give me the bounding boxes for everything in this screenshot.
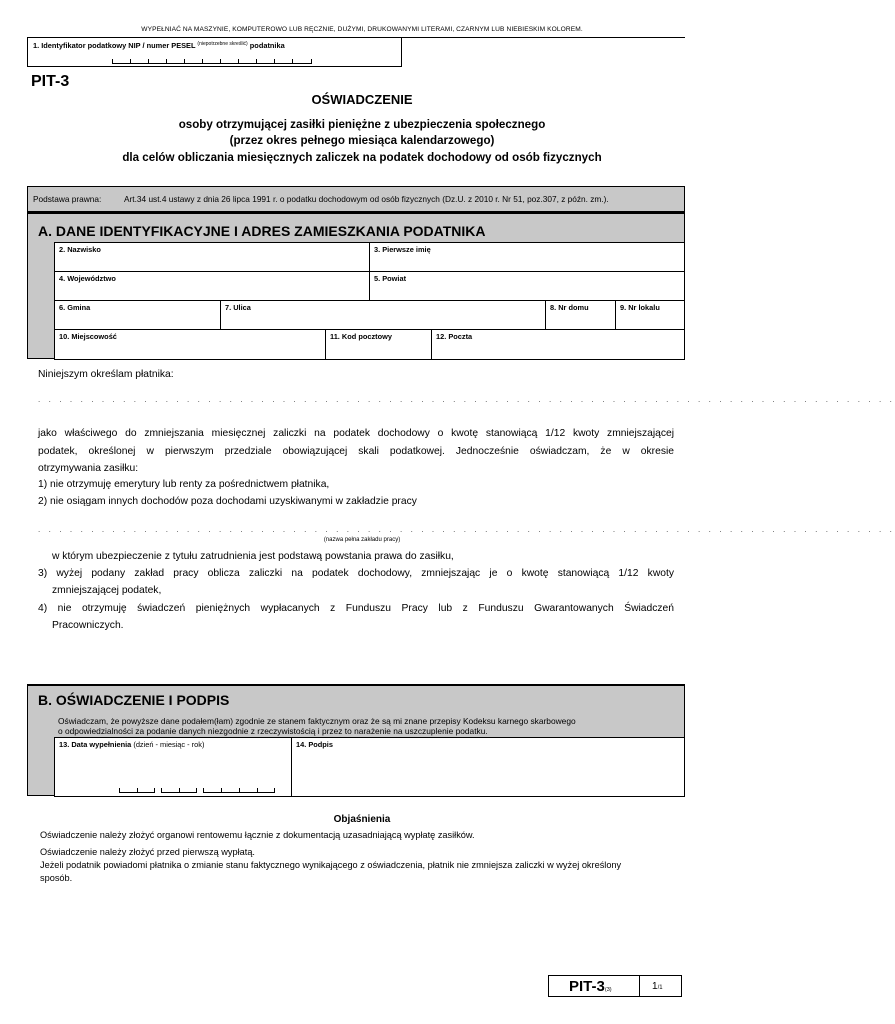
nip-digit-ticks <box>112 59 312 64</box>
date-ticks-year <box>203 788 275 793</box>
nip-field[interactable] <box>27 37 402 67</box>
condition-4-line-2: Pracowniczych. <box>52 620 124 631</box>
explanation-1: Oświadczenie należy złożyć organowi rentowemu łącznie z dokumentacją uzasadniającą wypłatę zasiłków. <box>40 830 475 840</box>
subtitle-line-2: (przez okres pełnego miesiąca kalendarzowego) <box>229 134 495 147</box>
section-a-title: A. DANE IDENTYFIKACYJNE I ADRES ZAMIESZKANIA PODATNIKA <box>38 223 486 239</box>
field-voivodeship[interactable]: 4. Województwo <box>54 271 370 301</box>
footer-page-total: /1 <box>657 985 663 991</box>
footer-form-id <box>548 975 682 997</box>
subtitle-line-1: osoby otrzymującej zasiłki pieniężne z ubezpieczenia społecznego <box>178 118 546 131</box>
payer-name-line[interactable]: . . . . . . . . . . . . . . . . . . . . . . . . . . . . . . . . . . . . . . . . . . . . . . . . . . . . . . . . . . . . . . . . . . . . . . . . . . . . . . . . . <box>38 395 895 404</box>
field-house-number[interactable]: 8. Nr domu <box>545 300 616 330</box>
date-ticks-month <box>161 788 197 793</box>
condition-3-line-2: zmniejszającej podatek, <box>52 585 162 596</box>
condition-2-cont: w którym ubezpieczenie z tytułu zatrudnienia jest podstawą powstania prawa do zasiłku, <box>52 551 454 562</box>
legal-basis <box>27 186 685 212</box>
field-post-office[interactable]: 12. Poczta <box>431 329 685 360</box>
date-ticks-day <box>119 788 155 793</box>
condition-2: 2) nie osiągam innych dochodów poza dochodami uzyskiwanymi w zakładzie pracy <box>38 496 417 507</box>
statement-line-2: o odpowiedzialności za podanie danych niezgodnie z rzeczywistością i przez to narażenie na uszczuplenie podatku. <box>58 726 488 736</box>
section-a <box>27 212 685 359</box>
explanations-title: Objaśnienia <box>333 814 391 825</box>
section-b-title: B. OŚWIADCZENIE I PODPIS <box>38 692 230 708</box>
form-code: PIT-3 <box>31 73 70 90</box>
footer-page: 1 <box>652 981 658 992</box>
document-title: OŚWIADCZENIE <box>311 92 413 107</box>
footer-divider <box>639 976 640 996</box>
fill-instructions: WYPEŁNIAĆ NA MASZYNIE, KOMPUTEROWO LUB RĘCZNIE, DUŻYMI, DRUKOWANYMI LITERAMI, CZARNYM LUB NIEBIESKIM KOLOREM. <box>141 26 583 33</box>
legal-basis-text: Art.34 ust.4 ustawy z dnia 26 lipca 1991 r. o podatku dochodowym od osób fizycznych (Dz.U. z 2010 r. Nr 51, poz.307, z późn. zm.). <box>124 194 609 204</box>
para1-line-2: podatek, określonej w pierwszym przedziale obowiązującej skali podatkowej. Jednocześnie oświadczam, że w okresie <box>38 446 674 457</box>
para1-line-1: jako właściwego do zmniejszania miesięcznej zaliczki na podatek dochodowy o kwotę stanowiącą 1/12 kwoty zmniejszającej <box>38 428 674 439</box>
field-postal-code[interactable]: 11. Kod pocztowy <box>325 329 432 360</box>
condition-1: 1) nie otrzymuję emerytury lub renty za pośrednictwem płatnika, <box>38 479 330 490</box>
footer-form-code: PIT-3 <box>569 978 605 995</box>
condition-3-line-1: 3) wyżej podany zakład pracy oblicza zaliczki na podatek dochodowy, zmniejszając je o kwotę stanowiącą 1/12 kwoty <box>38 568 674 579</box>
explanation-2: Oświadczenie należy złożyć przed pierwszą wypłatą. <box>40 847 255 857</box>
field-signature[interactable]: 14. Podpis <box>291 737 685 797</box>
condition-4-line-1: 4) nie otrzymuję świadczeń pieniężnych wypłacanych z Funduszu Pracy lub z Funduszu Gwarantowanych Świadczeń <box>38 603 674 614</box>
statement-line-1: Oświadczam, że powyższe dane podałem(łam) zgodnie ze stanem faktycznym oraz że są mi znane przepisy Kodeksu karnego skarbowego <box>58 716 576 726</box>
explanation-3: Jeżeli podatnik powiadomi płatnika o zmianie stanu faktycznego wynikającego z oświadczenia, płatnik nie zmniejsza zaliczki w wyżej określony <box>40 860 622 870</box>
workplace-caption: (nazwa pełna zakładu pracy) <box>323 537 401 543</box>
field-first-name[interactable]: 3. Pierwsze imię <box>369 242 685 272</box>
payer-intro: Niniejszym określam płatnika: <box>38 369 174 380</box>
explanation-4: sposób. <box>40 873 73 883</box>
workplace-name-line[interactable]: . . . . . . . . . . . . . . . . . . . . . . . . . . . . . . . . . . . . . . . . . . . . . . . . . . . . . . . . . . . . . . . . . . . . . . . . . . . . . . . . . <box>38 525 895 534</box>
field-surname[interactable]: 2. Nazwisko <box>54 242 370 272</box>
field-county[interactable]: 5. Powiat <box>369 271 685 301</box>
field-locality[interactable]: 10. Miejscowość <box>54 329 326 360</box>
legal-basis-label: Podstawa prawna: <box>33 194 102 204</box>
para1-line-3: otrzymywania zasiłku: <box>38 463 139 474</box>
field-fill-date[interactable]: 13. Data wypełnienia (dzień - miesiąc - rok) <box>54 737 292 797</box>
field-apartment-number[interactable]: 9. Nr lokalu <box>615 300 685 330</box>
field-street[interactable]: 7. Ulica <box>220 300 546 330</box>
section-b <box>27 684 685 796</box>
field-commune[interactable]: 6. Gmina <box>54 300 221 330</box>
footer-version: (3) <box>604 987 612 993</box>
subtitle-line-3: dla celów obliczania miesięcznych zaliczek na podatek dochodowy od osób fizycznych <box>122 151 602 164</box>
nip-label: 1. Identyfikator podatkowy NIP / numer PESEL $^{(niepotrzebne skreślić)}$ podatnika <box>33 41 285 50</box>
